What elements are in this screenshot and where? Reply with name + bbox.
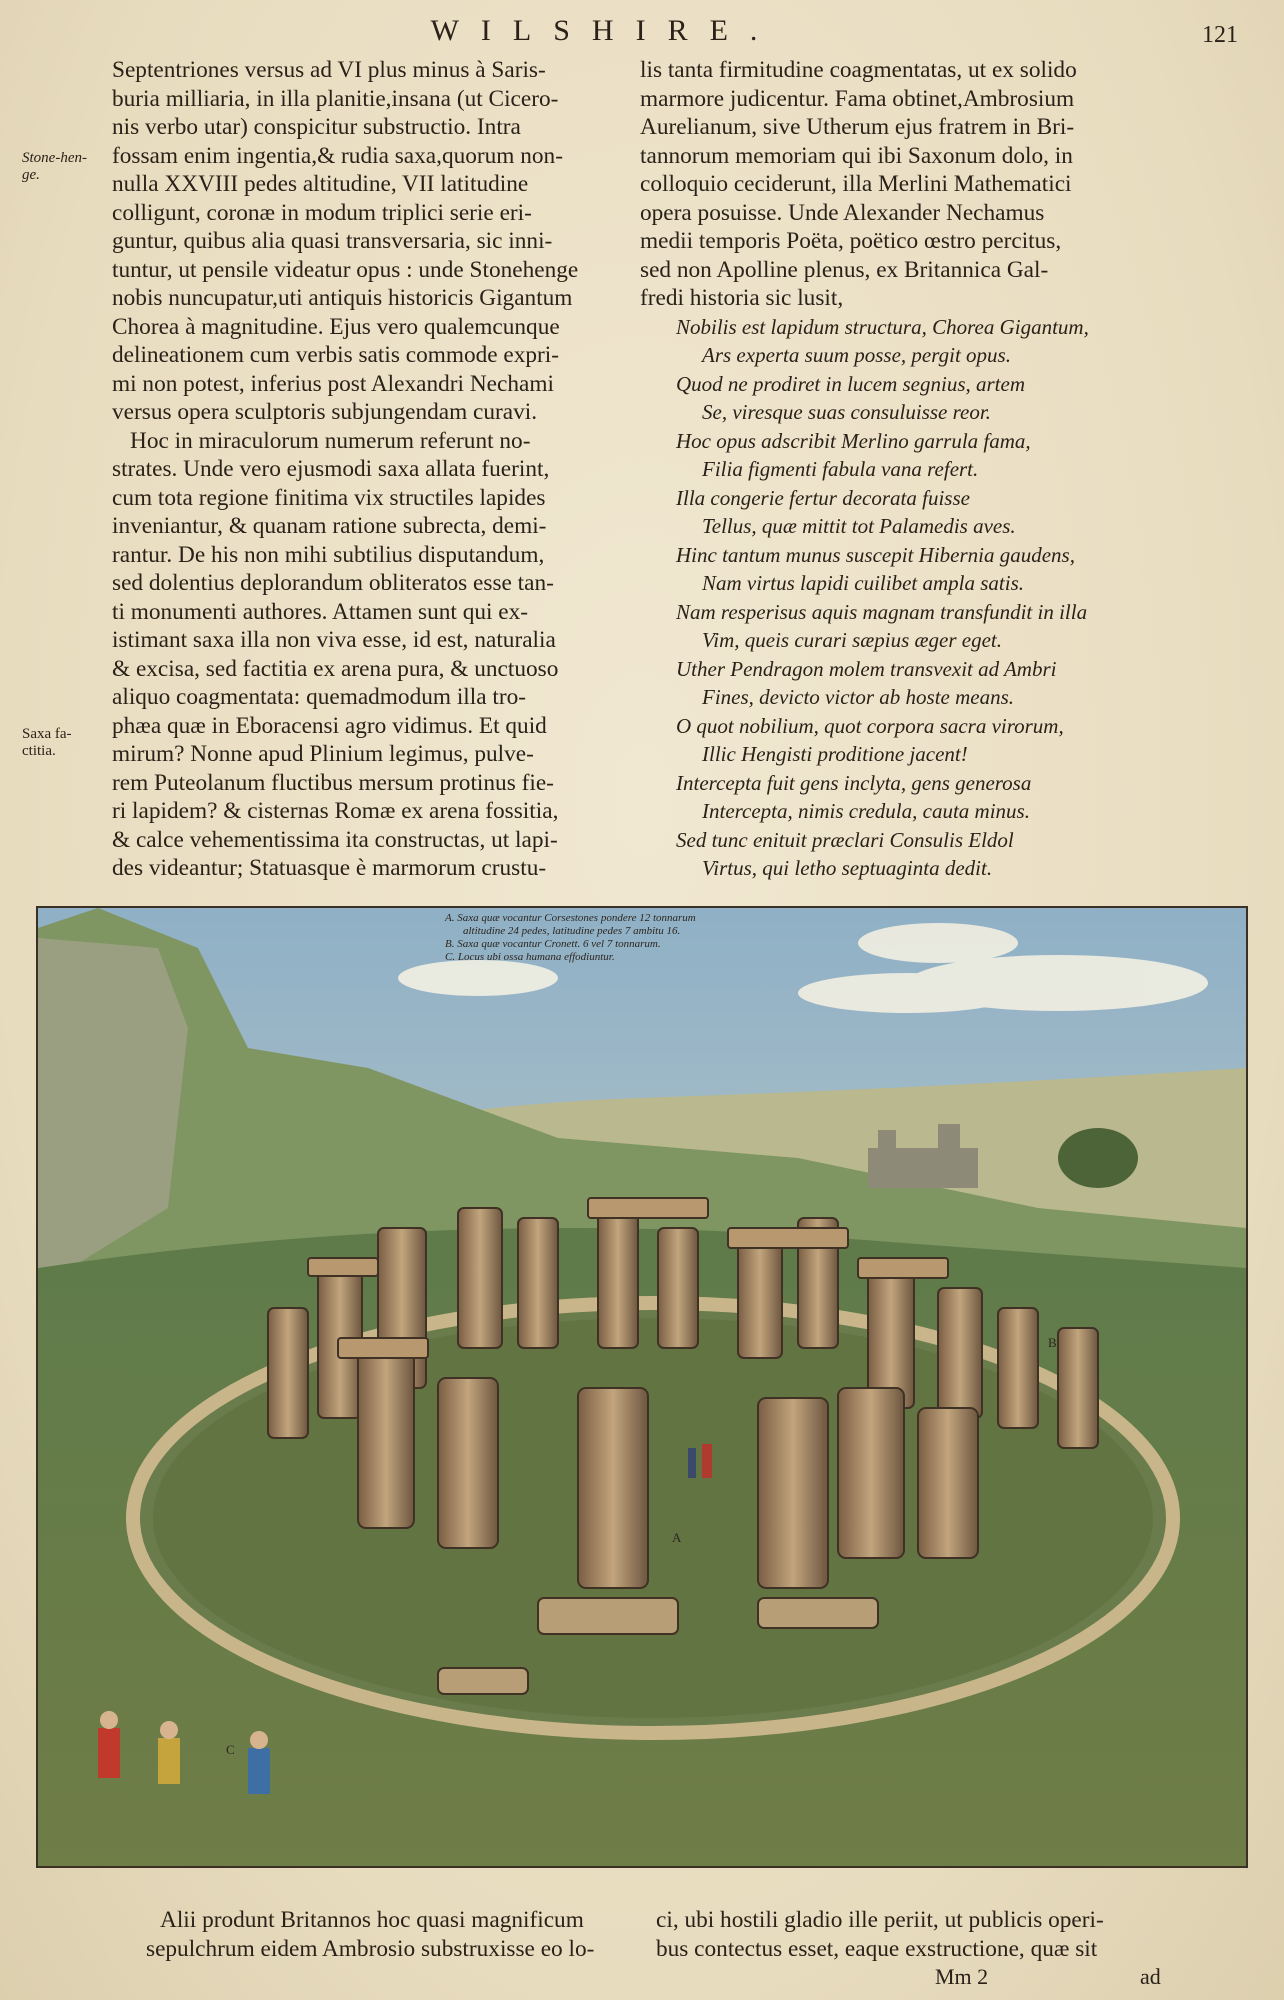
text-line: phæa quæ in Eboracensi agro vidimus. Et quid [112, 712, 547, 739]
text-line: Chorea à magnitudine. Ejus vero qualemcunque [112, 313, 560, 340]
text-line: istimant saxa illa non viva esse, id est, naturalia [112, 627, 556, 653]
bottom-right-text [656, 1906, 1104, 1964]
text-line: buria milliaria, in illa planitie,insana (ut Cicero- [112, 85, 559, 112]
text-line: colloquio ceciderunt, illa Merlini Mathematici [640, 171, 1072, 197]
verse-line: Ars experta suum posse, pergit opus. [702, 343, 1011, 367]
text-line: Aurelianum, sive Utherum ejus fratrem in Bri- [640, 114, 1075, 140]
signature-mark: Mm 2 [935, 1964, 989, 1989]
text-line: tuntur, ut pensile videatur opus : unde Stonehenge [112, 256, 579, 283]
verse-line: Vim, queis curari sæpius æger eget. [702, 628, 1003, 652]
margin-note-stonehenge [22, 150, 87, 184]
text-line: marmore judicentur. Fama obtinet,Ambrosium [640, 85, 1075, 112]
text-line: colligunt, coronæ in modum triplici serie eri- [112, 199, 532, 226]
text-line: delineationem cum verbis satis commode expri- [112, 342, 560, 368]
text-line: & excisa, sed factitia ex arena pura, & unctuoso [112, 655, 559, 682]
verse-line: Nam virtus lapidi cuilibet ampla satis. [702, 571, 1025, 595]
verse-line: Virtus, qui letho septuaginta dedit. [702, 856, 993, 880]
verse-line: Sed tunc enituit præclari Consulis Eldol [676, 827, 1014, 852]
text-line: sepulchrum eidem Ambrosio substruxisse eo lo- [146, 1936, 595, 1962]
verse-line: Intercepta fuit gens inclyta, gens generosa [676, 770, 1032, 795]
margin-note-saxa [22, 726, 72, 760]
right-text-column [640, 56, 1160, 883]
verse-line: Uther Pendragon molem transvexit ad Ambri [676, 656, 1057, 681]
text-line: opera posuisse. Unde Alexander Nechamus [640, 199, 1045, 226]
text-line: nis verbo utar) conspicitur substructio. Intra [112, 114, 521, 140]
verse-line: Fines, devicto victor ab hoste means. [702, 685, 1015, 709]
verse-line: Illa congerie fertur decorata fuisse [676, 485, 970, 510]
text-line: guntur, quibus alia quasi transversaria, sic inni- [112, 228, 553, 254]
text-line: cum tota regione finitima vix structiles lapides [112, 484, 546, 511]
engraving-illustration [38, 908, 1246, 1866]
plate-letter-a: A [672, 1530, 682, 1545]
legend-line: C. Locus ubi ossa humana effodiuntur. [445, 951, 615, 963]
verse-line: Hinc tantum munus suscepit Hibernia gaudens, [676, 542, 1075, 567]
text-line: inveniantur, & quanam ratione subrecta, demi- [112, 513, 547, 539]
running-head-title: WILSHIRE. [430, 14, 780, 47]
verse-line: Illic Hengisti proditione jacent! [702, 742, 968, 766]
verse-line: Intercepta, nimis credula, cauta minus. [702, 799, 1030, 823]
verse-line: Se, viresque suas consuluisse reor. [702, 400, 991, 424]
text-line: fredi historia sic lusit, [640, 285, 844, 311]
page-number: 121 [1202, 22, 1238, 48]
text-line: Septentriones versus ad VI plus minus à Saris- [112, 57, 546, 83]
text-line: des videantur; Statuasque è marmorum crustu- [112, 855, 547, 881]
text-line: sed dolentius deplorandum obliteratos esse tan- [112, 570, 554, 596]
verse-line: Tellus, quæ mittit tot Palamedis aves. [702, 514, 1016, 538]
verse-line: Hoc opus adscribit Merlino garrula fama, [676, 428, 1031, 453]
text-line: versus opera sculptoris subjungendam curavi. [112, 399, 538, 425]
verse-line: Quod ne prodiret in lucem segnius, artem [676, 371, 1025, 396]
text-line: mirum? Nonne apud Plinium legimus, pulve- [112, 741, 534, 767]
margin-note-line: ge. [22, 167, 40, 183]
tree [1058, 1128, 1138, 1188]
text-line: Hoc in miraculorum numerum referunt no- [130, 427, 531, 454]
text-line: ri lapidem? & cisternas Romæ ex arena fossitia, [112, 798, 559, 824]
text-line: strates. Unde vero ejusmodi saxa allata fuerint, [112, 456, 550, 482]
text-line: fossam enim ingentia,& rudia saxa,quorum non- [112, 142, 563, 169]
verse-line: Nam resperisus aquis magnam transfundit in illa [676, 599, 1088, 624]
text-line: sed non Apolline plenus, ex Britannica Gal- [640, 256, 1049, 283]
bottom-left-text [146, 1906, 595, 1964]
text-line: & calce vehementissima ita constructas, ut lapi- [112, 826, 558, 853]
legend-line: altitudine 24 pedes, latitudine pedes 7 ambitu 16. [463, 925, 681, 937]
plate-letter-b: B [1048, 1335, 1057, 1350]
catchword: ad [1140, 1964, 1161, 1989]
text-line: bus contectus esset, eaque exstructione, quæ sit [656, 1936, 1098, 1962]
text-line: nulla XXVIII pedes altitudine, VII latitudine [112, 171, 529, 197]
text-line: lis tanta firmitudine coagmentatas, ut ex solido [640, 57, 1077, 83]
verse-line: Filia figmenti fabula vana refert. [702, 457, 979, 481]
verse-line: O quot nobilium, quot corpora sacra virorum, [676, 713, 1064, 738]
text-line: mi non potest, inferius post Alexandri Nechami [112, 370, 554, 397]
legend-line: B. Saxa quæ vocantur Cronett. 6 vel 7 tonnarum. [445, 938, 661, 950]
margin-note-line: ctitia. [22, 743, 56, 759]
margin-note-line: Stone-hen- [22, 150, 87, 166]
text-line: rem Puteolanum fluctibus mersum protinus fie- [112, 769, 554, 796]
text-line: Alii produnt Britannos hoc quasi magnificum [160, 1907, 584, 1933]
engraving-legend [445, 912, 696, 964]
text-line: nobis nuncupatur,uti antiquis historicis Gigantum [112, 285, 573, 311]
text-line: aliquo coagmentata: quemadmodum illa tro- [112, 684, 527, 710]
verse-line: Nobilis est lapidum structura, Chorea Gigantum, [676, 314, 1089, 339]
text-line: tannorum memoriam qui ibi Saxonum dolo, in [640, 142, 1073, 169]
text-line: rantur. De his non mihi subtilius disputandum, [112, 541, 545, 568]
stonehenge-engraving [36, 906, 1248, 1868]
left-text-column [112, 56, 612, 883]
text-line: ci, ubi hostili gladio ille periit, ut publicis operi- [656, 1907, 1104, 1933]
text-line: medii temporis Poëta, poëtico œstro percitus, [640, 228, 1062, 254]
plate-letter-c: C [226, 1742, 235, 1757]
margin-note-line: Saxa fa- [22, 726, 72, 742]
legend-line: A. Saxa quæ vocantur Corsestones pondere 12 tonnarum [445, 912, 696, 924]
text-line: ti monumenti authores. Attamen sunt qui ex- [112, 598, 529, 625]
